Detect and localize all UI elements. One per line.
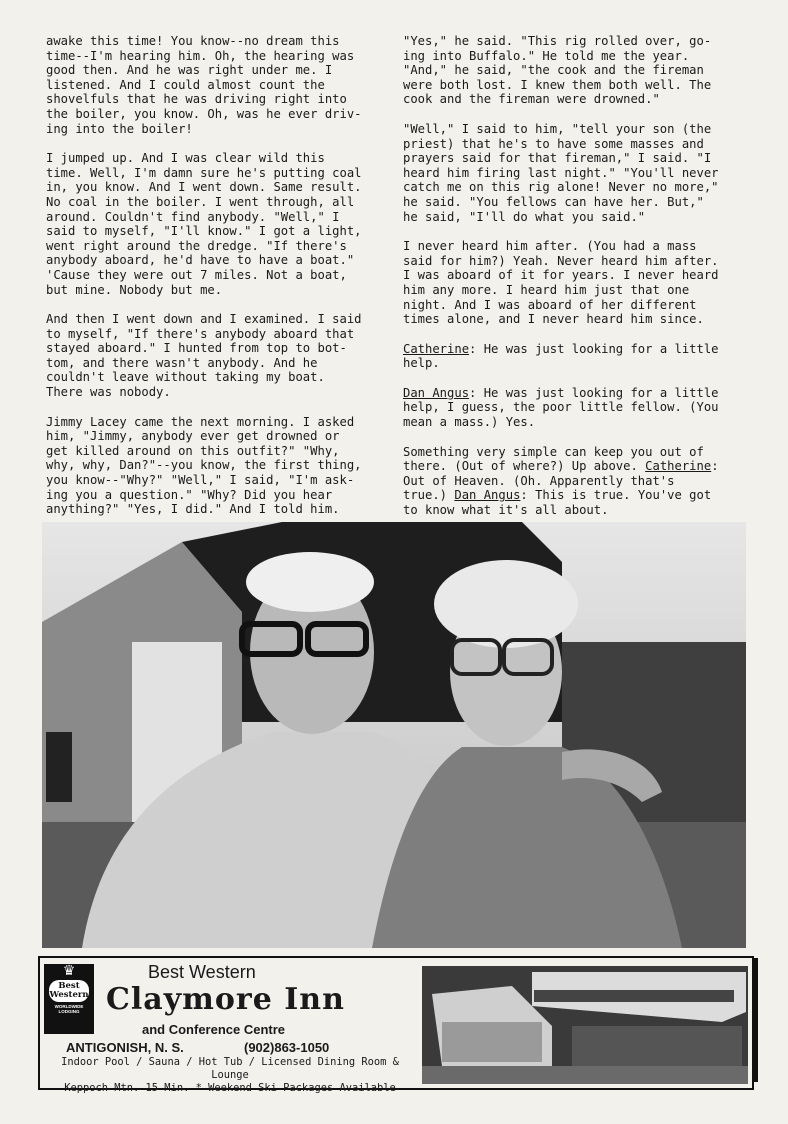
paragraph-closing	[403, 445, 741, 518]
brand-name: Best Western	[148, 962, 256, 982]
logo-tagline: WORLDWIDE LODGING	[54, 1004, 84, 1014]
paragraph: Jimmy Lacey came the next morning. I asked him, "Jimmy, anybody ever get drowned or get killed around on this outfit?" "Why, why, why, Dan?"--you know, the first thing, you know--"Why?" "Well," I said, "I'm ask- ing you a question." "Why? Did you hear anything?" "Yes, I did." And I told him.	[46, 414, 362, 517]
amenities: Indoor Pool / Sauna / Hot Tub / Licensed Dining Room & Lounge Keppoch Mtn. 15 Min. * Weekend Ski Packages Available	[61, 1056, 399, 1094]
inn-subtitle: and Conference Centre	[142, 1022, 286, 1037]
crown-icon: ♛	[62, 964, 76, 979]
speaker-label: Dan Angus	[454, 488, 521, 503]
couple-photo-illustration	[42, 522, 746, 948]
article-column-right	[403, 34, 741, 518]
speaker-label: Dan Angus	[403, 385, 470, 400]
text: : Out of Heaven. (Oh. Apparently that's true.)	[403, 459, 719, 503]
logo-badge: Best Western	[49, 981, 89, 1000]
hotel-advertisement	[38, 956, 754, 1094]
inn-name: Claymore Inn	[106, 982, 345, 1017]
couple-photo	[42, 522, 746, 948]
paragraph: "Yes," he said. "This rig rolled over, go- ing into Buffalo." He told me the year. "And," he said, "the cook and the fireman were both lost. I knew them both well. The cook and the fireman were drowned."	[403, 34, 712, 107]
speaker-label: Catherine	[645, 459, 712, 474]
text: Something very simple can keep you out of there. (Out of where?) Up above.	[403, 444, 704, 474]
paragraph-catherine	[403, 342, 741, 371]
hotel-aerial-photo	[422, 966, 748, 1084]
paragraph: I never heard him after. (You had a mass said for him?) Yeah. Never heard him after. I was aboard of it for years. I never heard him any more. I heard him just that one night. And I was aboard of her different times alone, and I never heard him since.	[403, 239, 719, 327]
speaker-text: : He was just looking for a little help.	[403, 341, 719, 371]
paragraph: "Well," I said to him, "tell your son (the priest) that he's to have some masses and prayers said for that fireman," I said. "I heard him firing last night." "You'll never catch me on this rig alone! Never no more," he said. "You fellows can have her. But," he said, "I'll do what you said."	[403, 121, 719, 224]
best-western-logo	[44, 964, 94, 1034]
hotel-building-illustration	[422, 966, 748, 1084]
inn-phone: (902)863-1050	[244, 1040, 330, 1055]
article-column-left	[46, 34, 384, 517]
paragraph: awake this time! You know--no dream this time--I'm hearing him. Oh, the hearing was good then. And he was right under me. I listened. And I could almost count the shovelfuls that he was driving right into the boiler, you know. Oh, was he ever driv- ing into the boiler!	[46, 34, 362, 136]
text: : This is true. You've got to know what it's all about.	[403, 488, 712, 518]
border-rule	[754, 958, 758, 1082]
speaker-label: Catherine	[403, 341, 470, 356]
paragraph: And then I went down and I examined. I said to myself, "If there's anybody aboard that stayed aboard." I hunted from top to bot- tom, and there wasn't anybody. And he couldn't leave without taking my boat. There was nobody.	[46, 312, 362, 400]
paragraph-dan	[403, 386, 741, 430]
paragraph: I jumped up. And I was clear wild this time. Well, I'm damn sure he's putting coal in, you know. And I went down. Same result. No coal in the boiler. I went through, all around. Couldn't find anybody. "Well," I said to myself, "I'll know." I got a light, went right around the dredge. "If there's anybody aboard, he'd have to have a boat." 'Cause they were out 7 miles. Not a boat, but mine. Nobody but me.	[46, 151, 362, 297]
inn-location: ANTIGONISH, N. S.	[66, 1040, 184, 1055]
speaker-text: : He was just looking for a little help, I guess, the poor little fellow. (You mean a mass.) Yes.	[403, 385, 719, 430]
